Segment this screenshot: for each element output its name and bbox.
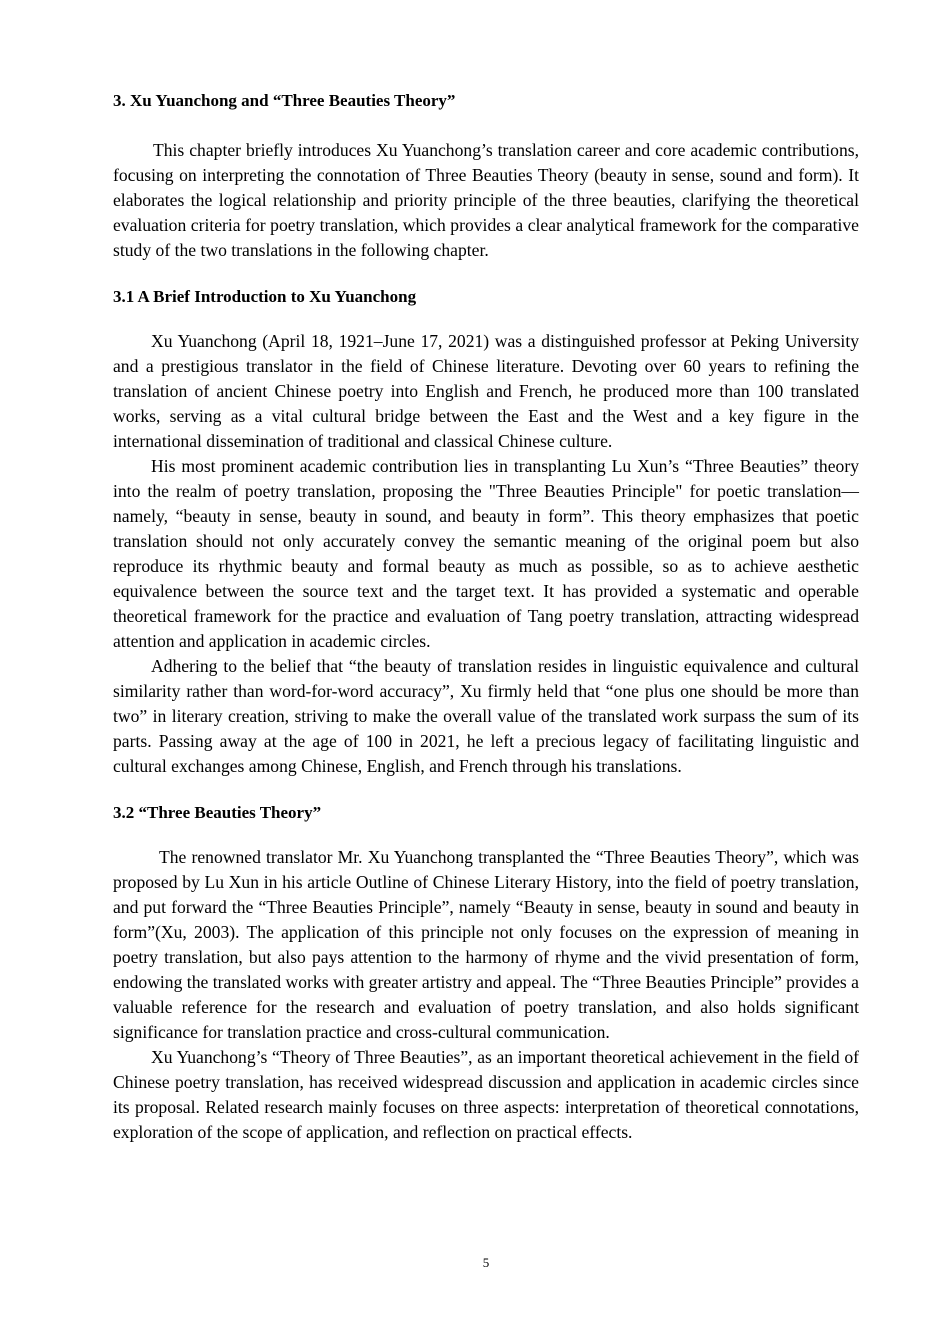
- document-page: [113, 88, 859, 1145]
- page-number: 5: [482, 1255, 490, 1270]
- section-3-1-paragraph-3: Adhering to the belief that “the beauty of translation resides in linguistic equivalence and cultural similarity rather than word-for-word accuracy”, Xu firmly held that “one plus one should be more than two” in literary creation, striving to make the overall value of the translated work surpass the sum of its parts. Passing away at the age of 100 in 2021, he left a precious legacy of facilitating linguistic and cultural exchanges among Chinese, English, and French through his translations.: [113, 656, 859, 776]
- chapter-title: 3. Xu Yuanchong and “Three Beauties Theory”: [113, 91, 456, 110]
- section-3-1-paragraph-2: His most prominent academic contribution lies in transplanting Lu Xun’s “Three Beauties” theory into the realm of poetry translation, proposing the "Three Beauties Principle" for poetic translation—namely, “beauty in sense, beauty in sound, and beauty in form”. This theory emphasizes that poetic translation should not only accurately convey the semantic meaning of the original poem but also reproduce its rhythmic beauty and formal beauty as much as possible, so as to achieve aesthetic equivalence between the source text and the target text. It has provided a systematic and operable theoretical framework for the practice and evaluation of Tang poetry translation, attracting widespread attention and application in academic circles.: [113, 456, 859, 651]
- section-3-1-paragraph-1: Xu Yuanchong (April 18, 1921–June 17, 2021) was a distinguished professor at Peking University and a prestigious translator in the field of Chinese literature. Devoting over 60 years to refining the translation of ancient Chinese poetry into English and French, he produced more than 100 translated works, serving as a vital cultural bridge between the East and the West and a key figure in the international dissemination of traditional and classical Chinese culture.: [113, 331, 859, 451]
- section-3-2-paragraph-2: Xu Yuanchong’s “Theory of Three Beauties”, as an important theoretical achievement in the field of Chinese poetry translation, has received widespread discussion and application in academic circles since its proposal. Related research mainly focuses on three aspects: interpretation of theoretical connotations, exploration of the scope of application, and reflection on practical effects.: [113, 1047, 859, 1142]
- chapter-intro-paragraph: This chapter briefly introduces Xu Yuanchong’s translation career and core academic contributions, focusing on interpreting the connotation of Three Beauties Theory (beauty in sense, sound and form). It elaborates the logical relationship and priority principle of the three beauties, clarifying the theoretical evaluation criteria for poetry translation, which provides a clear analytical framework for the comparative study of the two translations in the following chapter.: [113, 140, 859, 260]
- section-3-1-title: 3.1 A Brief Introduction to Xu Yuanchong: [113, 287, 417, 306]
- section-3-2-paragraph-1: The renowned translator Mr. Xu Yuanchong transplanted the “Three Beauties Theory”, which was proposed by Lu Xun in his article Outline of Chinese Literary History, into the field of poetry translation, and put forward the “Three Beauties Principle”, namely “Beauty in sense, beauty in sound and beauty in form”(Xu, 2003). The application of this principle not only focuses on the expression of meaning in poetry translation, but also pays attention to the harmony of rhyme and the vivid presentation of form, endowing the translated works with greater artistry and appeal. The “Three Beauties Principle” provides a valuable reference for the research and evaluation of poetry translation, and also holds significant significance for translation practice and cross-cultural communication.: [113, 847, 859, 1042]
- section-3-2-title: 3.2 “Three Beauties Theory”: [113, 803, 322, 822]
